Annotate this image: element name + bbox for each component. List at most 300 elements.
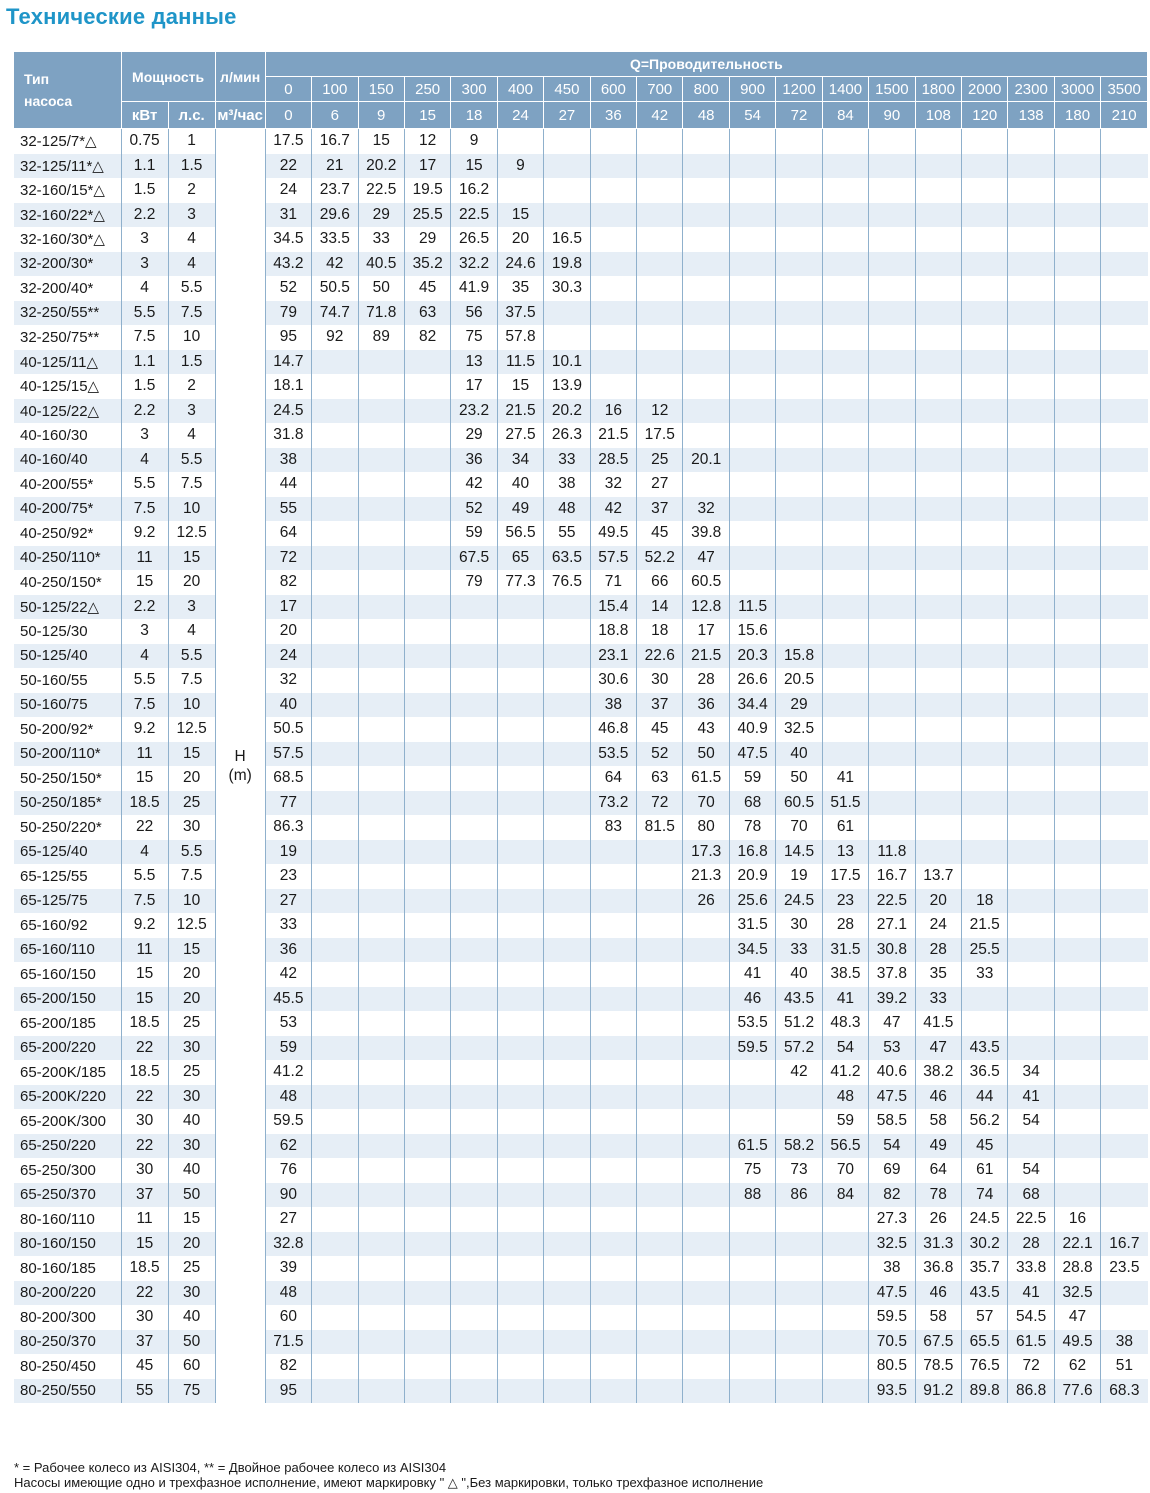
flow-lmin-header: 3500 <box>1101 77 1148 102</box>
head-value-cell <box>776 595 822 620</box>
head-value-cell <box>637 1158 683 1183</box>
power-hp-cell: 30 <box>168 1085 215 1110</box>
head-value-cell <box>358 1207 404 1232</box>
head-value-cell: 27.5 <box>497 423 543 448</box>
head-value-cell: 57.2 <box>776 1036 822 1061</box>
head-value-cell <box>915 546 961 571</box>
head-value-cell <box>729 1085 775 1110</box>
head-value-cell <box>776 178 822 203</box>
head-value-cell <box>822 276 868 301</box>
head-value-cell <box>404 717 450 742</box>
head-value-cell: 57.8 <box>497 325 543 350</box>
head-value-cell: 24 <box>915 913 961 938</box>
head-value-cell <box>637 325 683 350</box>
head-value-cell: 19 <box>776 864 822 889</box>
head-value-cell: 64 <box>265 521 311 546</box>
flow-m3h-header: 210 <box>1101 102 1148 129</box>
head-value-cell: 93.5 <box>869 1379 915 1404</box>
head-value-cell <box>683 962 729 987</box>
power-kw-cell: 1.5 <box>121 178 168 203</box>
head-value-cell: 28 <box>1008 1232 1054 1257</box>
pump-type-cell: 40-125/15△ <box>14 374 121 399</box>
head-value-cell <box>312 717 358 742</box>
head-value-cell <box>1101 129 1148 154</box>
head-value-cell <box>1101 864 1148 889</box>
head-value-cell <box>1101 840 1148 865</box>
head-value-cell: 28 <box>915 938 961 963</box>
head-value-cell <box>637 203 683 228</box>
head-value-cell <box>404 374 450 399</box>
head-value-cell: 84 <box>822 1183 868 1208</box>
pump-type-cell: 50-160/55 <box>14 668 121 693</box>
head-value-cell: 17.5 <box>637 423 683 448</box>
pump-type-cell: 80-200/300 <box>14 1305 121 1330</box>
head-value-cell <box>822 301 868 326</box>
table-row <box>14 987 1148 1012</box>
head-value-cell <box>404 423 450 448</box>
flow-lmin-header: 400 <box>497 77 543 102</box>
head-value-cell <box>683 227 729 252</box>
head-value-cell: 77 <box>265 791 311 816</box>
head-value-cell <box>312 962 358 987</box>
head-value-cell <box>497 1060 543 1085</box>
head-value-cell <box>729 276 775 301</box>
head-value-cell <box>404 766 450 791</box>
flow-lmin-header: 1800 <box>915 77 961 102</box>
table-row <box>14 472 1148 497</box>
table-row <box>14 595 1148 620</box>
power-hp-cell: 50 <box>168 1330 215 1355</box>
head-value-cell <box>1054 1085 1100 1110</box>
table-row <box>14 399 1148 424</box>
head-value-cell: 40 <box>497 472 543 497</box>
head-value-cell: 15 <box>451 154 497 179</box>
head-value-cell <box>544 668 590 693</box>
head-value-cell <box>544 1305 590 1330</box>
head-value-cell <box>1054 570 1100 595</box>
head-value-cell: 29 <box>776 693 822 718</box>
flow-m3h-header: 180 <box>1054 102 1100 129</box>
head-value-cell <box>822 644 868 669</box>
head-value-cell <box>729 497 775 522</box>
head-value-cell <box>497 742 543 767</box>
head-value-cell <box>451 1109 497 1134</box>
head-value-cell <box>776 619 822 644</box>
head-value-cell <box>1008 962 1054 987</box>
head-value-cell <box>312 448 358 473</box>
head-value-cell <box>312 350 358 375</box>
table-row <box>14 668 1148 693</box>
head-value-cell <box>358 840 404 865</box>
power-kw-cell: 5.5 <box>121 864 168 889</box>
power-hp-cell: 5.5 <box>168 644 215 669</box>
head-value-cell: 47 <box>683 546 729 571</box>
head-value-cell <box>1101 546 1148 571</box>
head-value-cell <box>822 399 868 424</box>
head-value-cell: 68 <box>1008 1183 1054 1208</box>
head-unit-label: (m) <box>228 767 252 784</box>
head-value-cell: 34.4 <box>729 693 775 718</box>
head-value-cell <box>404 570 450 595</box>
head-value-cell: 35 <box>497 276 543 301</box>
head-value-cell <box>1054 889 1100 914</box>
head-value-cell <box>497 644 543 669</box>
head-value-cell: 70 <box>822 1158 868 1183</box>
power-kw-cell: 3 <box>121 227 168 252</box>
head-value-cell <box>729 1379 775 1404</box>
head-value-cell: 71.8 <box>358 301 404 326</box>
head-value-cell <box>404 1011 450 1036</box>
head-value-cell <box>683 301 729 326</box>
head-value-cell: 16 <box>1054 1207 1100 1232</box>
power-kw-cell: 2.2 <box>121 203 168 228</box>
head-value-cell <box>1054 840 1100 865</box>
head-value-cell <box>915 252 961 277</box>
head-value-cell: 38 <box>869 1256 915 1281</box>
head-value-cell <box>776 1085 822 1110</box>
head-value-cell: 76.5 <box>962 1354 1008 1379</box>
table-row <box>14 938 1148 963</box>
head-value-cell <box>962 227 1008 252</box>
head-value-cell <box>962 301 1008 326</box>
head-value-cell: 63.5 <box>544 546 590 571</box>
head-value-cell: 41 <box>729 962 775 987</box>
head-value-cell: 91.2 <box>915 1379 961 1404</box>
head-value-cell <box>1054 693 1100 718</box>
table-row <box>14 301 1148 326</box>
head-value-cell <box>869 178 915 203</box>
head-value-cell: 63 <box>404 301 450 326</box>
power-header: Мощность <box>121 52 215 102</box>
head-value-cell <box>822 472 868 497</box>
head-value-cell: 59 <box>451 521 497 546</box>
head-value-cell <box>590 374 636 399</box>
power-kw-cell: 2.2 <box>121 595 168 620</box>
head-value-cell <box>637 1036 683 1061</box>
table-row <box>14 815 1148 840</box>
head-value-cell <box>1101 252 1148 277</box>
head-value-cell: 82 <box>404 325 450 350</box>
power-hp-cell: 10 <box>168 889 215 914</box>
head-value-cell <box>590 1134 636 1159</box>
head-value-cell <box>497 1305 543 1330</box>
power-hp-cell: 30 <box>168 1134 215 1159</box>
power-kw-cell: 1.5 <box>121 374 168 399</box>
head-value-cell: 52 <box>451 497 497 522</box>
power-kw-cell: 1.1 <box>121 154 168 179</box>
head-value-cell <box>404 987 450 1012</box>
power-kw-cell: 30 <box>121 1305 168 1330</box>
power-hp-cell: 25 <box>168 1060 215 1085</box>
head-value-cell: 15 <box>497 203 543 228</box>
flow-m3h-header: 138 <box>1008 102 1054 129</box>
head-value-cell: 72 <box>637 791 683 816</box>
head-value-cell <box>497 595 543 620</box>
flow-m3h-header: 120 <box>962 102 1008 129</box>
head-value-cell <box>776 399 822 424</box>
head-value-cell <box>869 399 915 424</box>
head-value-cell <box>1054 962 1100 987</box>
head-value-cell <box>962 252 1008 277</box>
head-value-cell: 68.5 <box>265 766 311 791</box>
head-value-cell: 20.9 <box>729 864 775 889</box>
head-value-cell <box>312 1330 358 1355</box>
head-value-cell: 78 <box>915 1183 961 1208</box>
head-value-cell <box>358 423 404 448</box>
head-value-cell <box>358 1379 404 1404</box>
head-value-cell <box>637 1207 683 1232</box>
head-value-cell <box>312 1011 358 1036</box>
head-value-cell <box>544 1109 590 1134</box>
head-value-cell <box>869 350 915 375</box>
head-value-cell <box>637 227 683 252</box>
head-value-cell <box>451 1036 497 1061</box>
head-value-cell <box>822 448 868 473</box>
head-value-cell <box>869 815 915 840</box>
head-value-cell: 38 <box>1101 1330 1148 1355</box>
power-kw-cell: 4 <box>121 840 168 865</box>
head-value-cell: 42 <box>451 472 497 497</box>
head-value-cell <box>544 1354 590 1379</box>
head-value-cell <box>358 938 404 963</box>
head-value-cell: 33 <box>544 448 590 473</box>
head-value-cell: 90 <box>265 1183 311 1208</box>
head-value-cell <box>776 350 822 375</box>
head-value-cell <box>637 154 683 179</box>
head-value-cell: 76 <box>265 1158 311 1183</box>
head-value-cell: 53 <box>869 1036 915 1061</box>
head-value-cell <box>637 840 683 865</box>
head-value-cell <box>1054 325 1100 350</box>
head-value-cell <box>497 1036 543 1061</box>
pump-type-cell: 32-200/40* <box>14 276 121 301</box>
head-value-cell <box>683 252 729 277</box>
head-value-cell: 89.8 <box>962 1379 1008 1404</box>
head-value-cell: 43.5 <box>776 987 822 1012</box>
power-hp-cell: 60 <box>168 1354 215 1379</box>
head-value-cell <box>451 1011 497 1036</box>
head-value-cell: 14.5 <box>776 840 822 865</box>
flow-lmin-header: 2000 <box>962 77 1008 102</box>
head-value-cell <box>1101 1060 1148 1085</box>
head-value-cell <box>497 717 543 742</box>
flow-m3h-header: 48 <box>683 102 729 129</box>
head-value-cell <box>1008 350 1054 375</box>
flow-m3h-header: 6 <box>312 102 358 129</box>
pump-type-cell: 80-250/550 <box>14 1379 121 1404</box>
head-value-cell <box>637 1256 683 1281</box>
pump-type-cell: 65-200K/300 <box>14 1109 121 1134</box>
head-value-cell: 25 <box>637 448 683 473</box>
head-value-cell <box>544 1256 590 1281</box>
head-value-cell <box>776 1354 822 1379</box>
head-value-cell: 18 <box>637 619 683 644</box>
head-value-cell <box>962 497 1008 522</box>
head-value-cell <box>1101 423 1148 448</box>
table-row <box>14 840 1148 865</box>
head-value-cell <box>497 1354 543 1379</box>
head-value-cell <box>497 1281 543 1306</box>
head-value-cell <box>869 619 915 644</box>
head-value-cell <box>683 1134 729 1159</box>
head-value-cell: 50.5 <box>312 276 358 301</box>
head-value-cell: 27 <box>265 889 311 914</box>
head-value-cell: 34.5 <box>729 938 775 963</box>
head-value-cell: 36.8 <box>915 1256 961 1281</box>
head-value-cell: 30.6 <box>590 668 636 693</box>
head-value-cell <box>776 423 822 448</box>
head-value-cell: 42 <box>312 252 358 277</box>
head-value-cell: 33.8 <box>1008 1256 1054 1281</box>
flow-lmin-header: 100 <box>312 77 358 102</box>
head-value-cell <box>776 227 822 252</box>
head-value-cell <box>358 1134 404 1159</box>
flow-m3h-header: 72 <box>776 102 822 129</box>
head-value-cell <box>776 325 822 350</box>
head-value-cell <box>962 472 1008 497</box>
head-value-cell <box>776 448 822 473</box>
head-value-cell <box>637 889 683 914</box>
flow-lmin-header: 1200 <box>776 77 822 102</box>
page-title: Технические данные <box>6 4 237 29</box>
head-value-cell <box>451 1085 497 1110</box>
head-value-cell: 31 <box>265 203 311 228</box>
head-value-cell <box>1008 301 1054 326</box>
head-value-cell <box>1101 521 1148 546</box>
head-value-cell <box>1101 497 1148 522</box>
power-hp-cell: 40 <box>168 1305 215 1330</box>
head-value-cell <box>358 521 404 546</box>
head-value-cell <box>590 178 636 203</box>
head-value-cell <box>404 1183 450 1208</box>
head-value-cell <box>590 987 636 1012</box>
power-hp-cell: 15 <box>168 546 215 571</box>
pump-type-cell: 50-125/30 <box>14 619 121 644</box>
head-value-cell <box>729 1207 775 1232</box>
head-value-cell <box>404 1207 450 1232</box>
head-value-cell <box>590 1207 636 1232</box>
head-value-cell <box>683 472 729 497</box>
table-row <box>14 497 1148 522</box>
head-value-cell: 53.5 <box>590 742 636 767</box>
head-value-cell <box>683 374 729 399</box>
head-value-cell: 52 <box>265 276 311 301</box>
head-value-cell <box>1054 717 1100 742</box>
head-value-cell: 31.5 <box>729 913 775 938</box>
head-value-cell <box>404 546 450 571</box>
head-value-cell: 62 <box>1054 1354 1100 1379</box>
flow-m3h-header: 0 <box>265 102 311 129</box>
head-value-cell <box>404 350 450 375</box>
table-row <box>14 129 1148 154</box>
power-hp-cell: 10 <box>168 693 215 718</box>
head-value-cell <box>1008 570 1054 595</box>
flow-m3h-header: 42 <box>637 102 683 129</box>
head-value-cell <box>822 1256 868 1281</box>
head-value-cell <box>358 815 404 840</box>
head-value-cell <box>404 448 450 473</box>
power-kw-cell: 11 <box>121 742 168 767</box>
head-value-cell <box>1101 938 1148 963</box>
head-value-cell <box>729 178 775 203</box>
head-value-cell <box>1008 791 1054 816</box>
head-value-cell <box>590 1379 636 1404</box>
pump-type-cell: 32-160/15*△ <box>14 178 121 203</box>
head-value-cell <box>497 1379 543 1404</box>
power-kw-cell: 45 <box>121 1354 168 1379</box>
head-value-cell <box>729 570 775 595</box>
head-value-cell <box>590 913 636 938</box>
head-value-cell: 29 <box>451 423 497 448</box>
head-value-cell <box>1008 399 1054 424</box>
head-value-cell: 54 <box>1008 1109 1054 1134</box>
head-value-cell: 24.5 <box>962 1207 1008 1232</box>
head-value-cell <box>497 178 543 203</box>
head-value-cell <box>312 815 358 840</box>
head-value-cell <box>312 938 358 963</box>
power-kw-cell: 22 <box>121 1085 168 1110</box>
head-value-cell <box>497 1011 543 1036</box>
head-value-cell <box>544 1158 590 1183</box>
head-value-cell: 20.1 <box>683 448 729 473</box>
power-hp-cell: 25 <box>168 1011 215 1036</box>
power-hp-cell: 7.5 <box>168 301 215 326</box>
head-value-cell: 70 <box>683 791 729 816</box>
head-value-cell <box>1101 766 1148 791</box>
power-hp-cell: 15 <box>168 938 215 963</box>
head-value-cell: 58 <box>915 1305 961 1330</box>
power-hp-cell: 3 <box>168 399 215 424</box>
head-value-cell <box>822 570 868 595</box>
head-value-cell: 9 <box>497 154 543 179</box>
head-value-cell: 22.5 <box>451 203 497 228</box>
power-kw-cell: 37 <box>121 1183 168 1208</box>
power-kw-cell: 3 <box>121 619 168 644</box>
head-value-cell <box>915 178 961 203</box>
head-value-cell: 15.6 <box>729 619 775 644</box>
head-value-cell <box>404 1281 450 1306</box>
head-value-cell <box>590 203 636 228</box>
head-value-cell <box>822 374 868 399</box>
pump-type-cell: 40-125/11△ <box>14 350 121 375</box>
head-value-cell <box>637 1183 683 1208</box>
head-value-cell <box>637 1281 683 1306</box>
head-value-cell <box>683 1256 729 1281</box>
flow-m3h-header: 108 <box>915 102 961 129</box>
head-value-cell <box>962 766 1008 791</box>
head-value-cell <box>312 1085 358 1110</box>
head-value-cell <box>497 619 543 644</box>
head-value-cell <box>312 595 358 620</box>
head-value-cell <box>358 987 404 1012</box>
head-value-cell: 82 <box>869 1183 915 1208</box>
head-value-cell: 88 <box>729 1183 775 1208</box>
head-value-cell: 26.6 <box>729 668 775 693</box>
head-value-cell <box>590 1011 636 1036</box>
head-value-cell <box>590 962 636 987</box>
head-value-cell <box>1101 987 1148 1012</box>
head-value-cell <box>404 693 450 718</box>
head-value-cell <box>776 374 822 399</box>
head-value-cell <box>637 1085 683 1110</box>
head-value-cell: 47.5 <box>869 1281 915 1306</box>
head-value-cell <box>915 521 961 546</box>
pump-type-cell: 32-200/30* <box>14 252 121 277</box>
table-row <box>14 1207 1148 1232</box>
head-value-cell: 17 <box>404 154 450 179</box>
head-value-cell <box>822 595 868 620</box>
head-value-cell <box>962 717 1008 742</box>
